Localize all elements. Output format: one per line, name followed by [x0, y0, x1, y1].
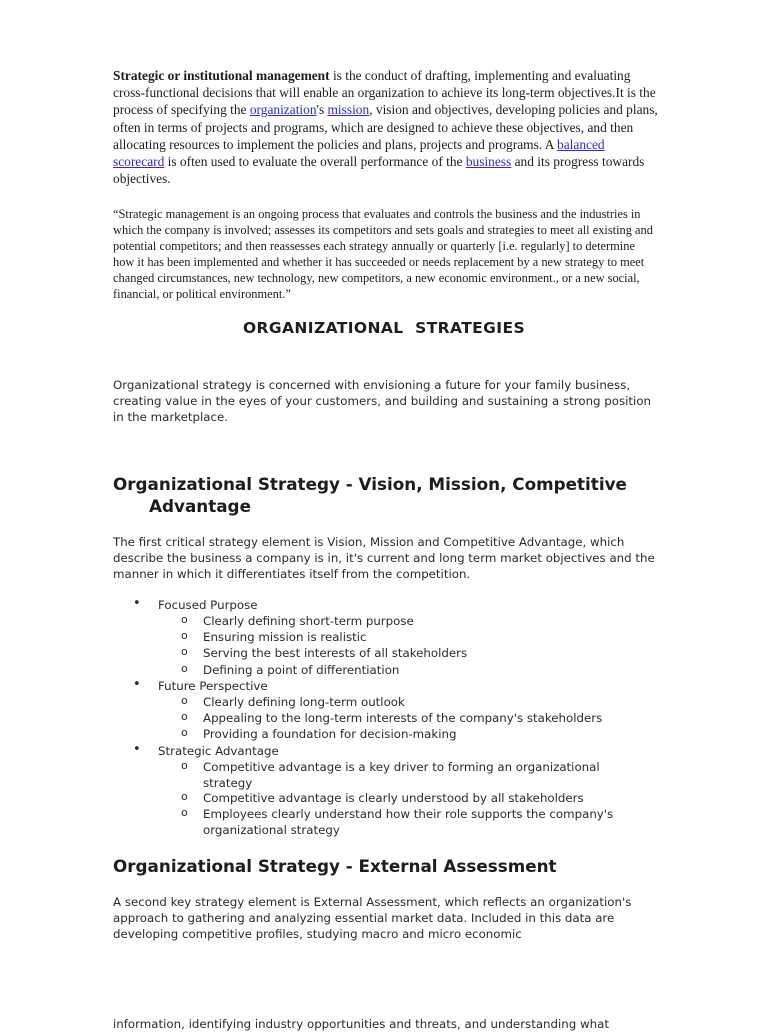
- bold-term: Strategic or institutional management: [113, 68, 330, 83]
- list-subitem: o Clearly defining short-term purpose: [203, 613, 643, 629]
- external-assessment-paragraph: A second key strategy element is External Assessment, which reflects an organization's approach to gathering and analyzing essential market data. Included in this data are developing competitive profiles, studying macro and micro economic: [113, 895, 632, 942]
- list-subitem: o Serving the best interests of all stakeholders: [203, 645, 643, 661]
- intro-paragraph: [113, 67, 658, 187]
- list-item: • Focused Purpose: [158, 597, 628, 613]
- intro-text: and its progress towards objectives.: [113, 154, 645, 187]
- list-subitem: o Ensuring mission is realistic: [203, 629, 643, 645]
- mission-link[interactable]: mission: [327, 102, 370, 118]
- list-subitem: o Clearly defining long-term outlook: [203, 694, 643, 710]
- list-subitem: o Competitive advantage is a key driver to forming an organizational strategy: [203, 759, 643, 791]
- heading-line: Advantage: [149, 495, 251, 516]
- vision-paragraph: The first critical strategy element is Vision, Mission and Competitive Advantage, which describe the business a company is in, it's current and long term market objectives and the manner in which it differentiates itself from the competition.: [113, 535, 655, 582]
- business-link[interactable]: business: [465, 154, 512, 170]
- heading-line: Organizational Strategy - Vision, Mission, Competitive: [113, 474, 627, 494]
- intro-text: is often used to evaluate the overall performance of the: [164, 154, 466, 170]
- cutoff-text-line: information, identifying industry opportunities and threats, and understanding what: [113, 1017, 609, 1031]
- intro-text: 's: [316, 102, 328, 118]
- list-subitem: o Employees clearly understand how their role supports the company's organizational strategy: [203, 806, 643, 838]
- list-subitem: o Appealing to the long-term interests of the company's stakeholders: [203, 710, 643, 726]
- list-subitem: o Providing a foundation for decision-making: [203, 726, 643, 742]
- heading-vision-mission: [113, 474, 658, 517]
- balanced-scorecard-link[interactable]: balanced scorecard: [113, 136, 605, 170]
- strategic-management-quote: “Strategic management is an ongoing process that evaluates and controls the business and the industries in which the company is involved; assesses its competitors and sets goals and strategies to meet all existing and potential competitors; and then reassesses each strategy annually or quarterly [i.e. regularly] to determine how it has been implemented and whether it has succeeded or needs replacement by a new strategy to meet changed circumstances, new technology, new competitors, a new economic environment., or a new social, financial, or political environment.”: [113, 207, 653, 301]
- org-strategy-intro: Organizational strategy is concerned with envisioning a future for your family business, creating value in the eyes of your customers, and building and sustaining a strong position in the marketplace.: [113, 378, 652, 425]
- list-subitem: o Competitive advantage is clearly understood by all stakeholders: [203, 790, 643, 806]
- list-subitem: o Defining a point of differentiation: [203, 662, 643, 678]
- list-item: • Strategic Advantage: [158, 743, 628, 759]
- intro-text: , vision and objectives, developing policies and plans, often in terms of projects and programs, which are designed to achieve these objectives, and then allocating resources to implement the policies and plans, projects and programs. A: [113, 102, 658, 152]
- heading-external-assessment: Organizational Strategy - External Assessment: [113, 856, 557, 876]
- intro-text: is the conduct of drafting, implementing and evaluating cross-functional decisions that will enable an organization to achieve its long-term objectives.It is the process of specifying the: [113, 68, 656, 118]
- list-item: • Future Perspective: [158, 678, 628, 694]
- section-title: ORGANIZATIONAL STRATEGIES: [242, 319, 526, 337]
- organization-link[interactable]: organization: [249, 102, 317, 118]
